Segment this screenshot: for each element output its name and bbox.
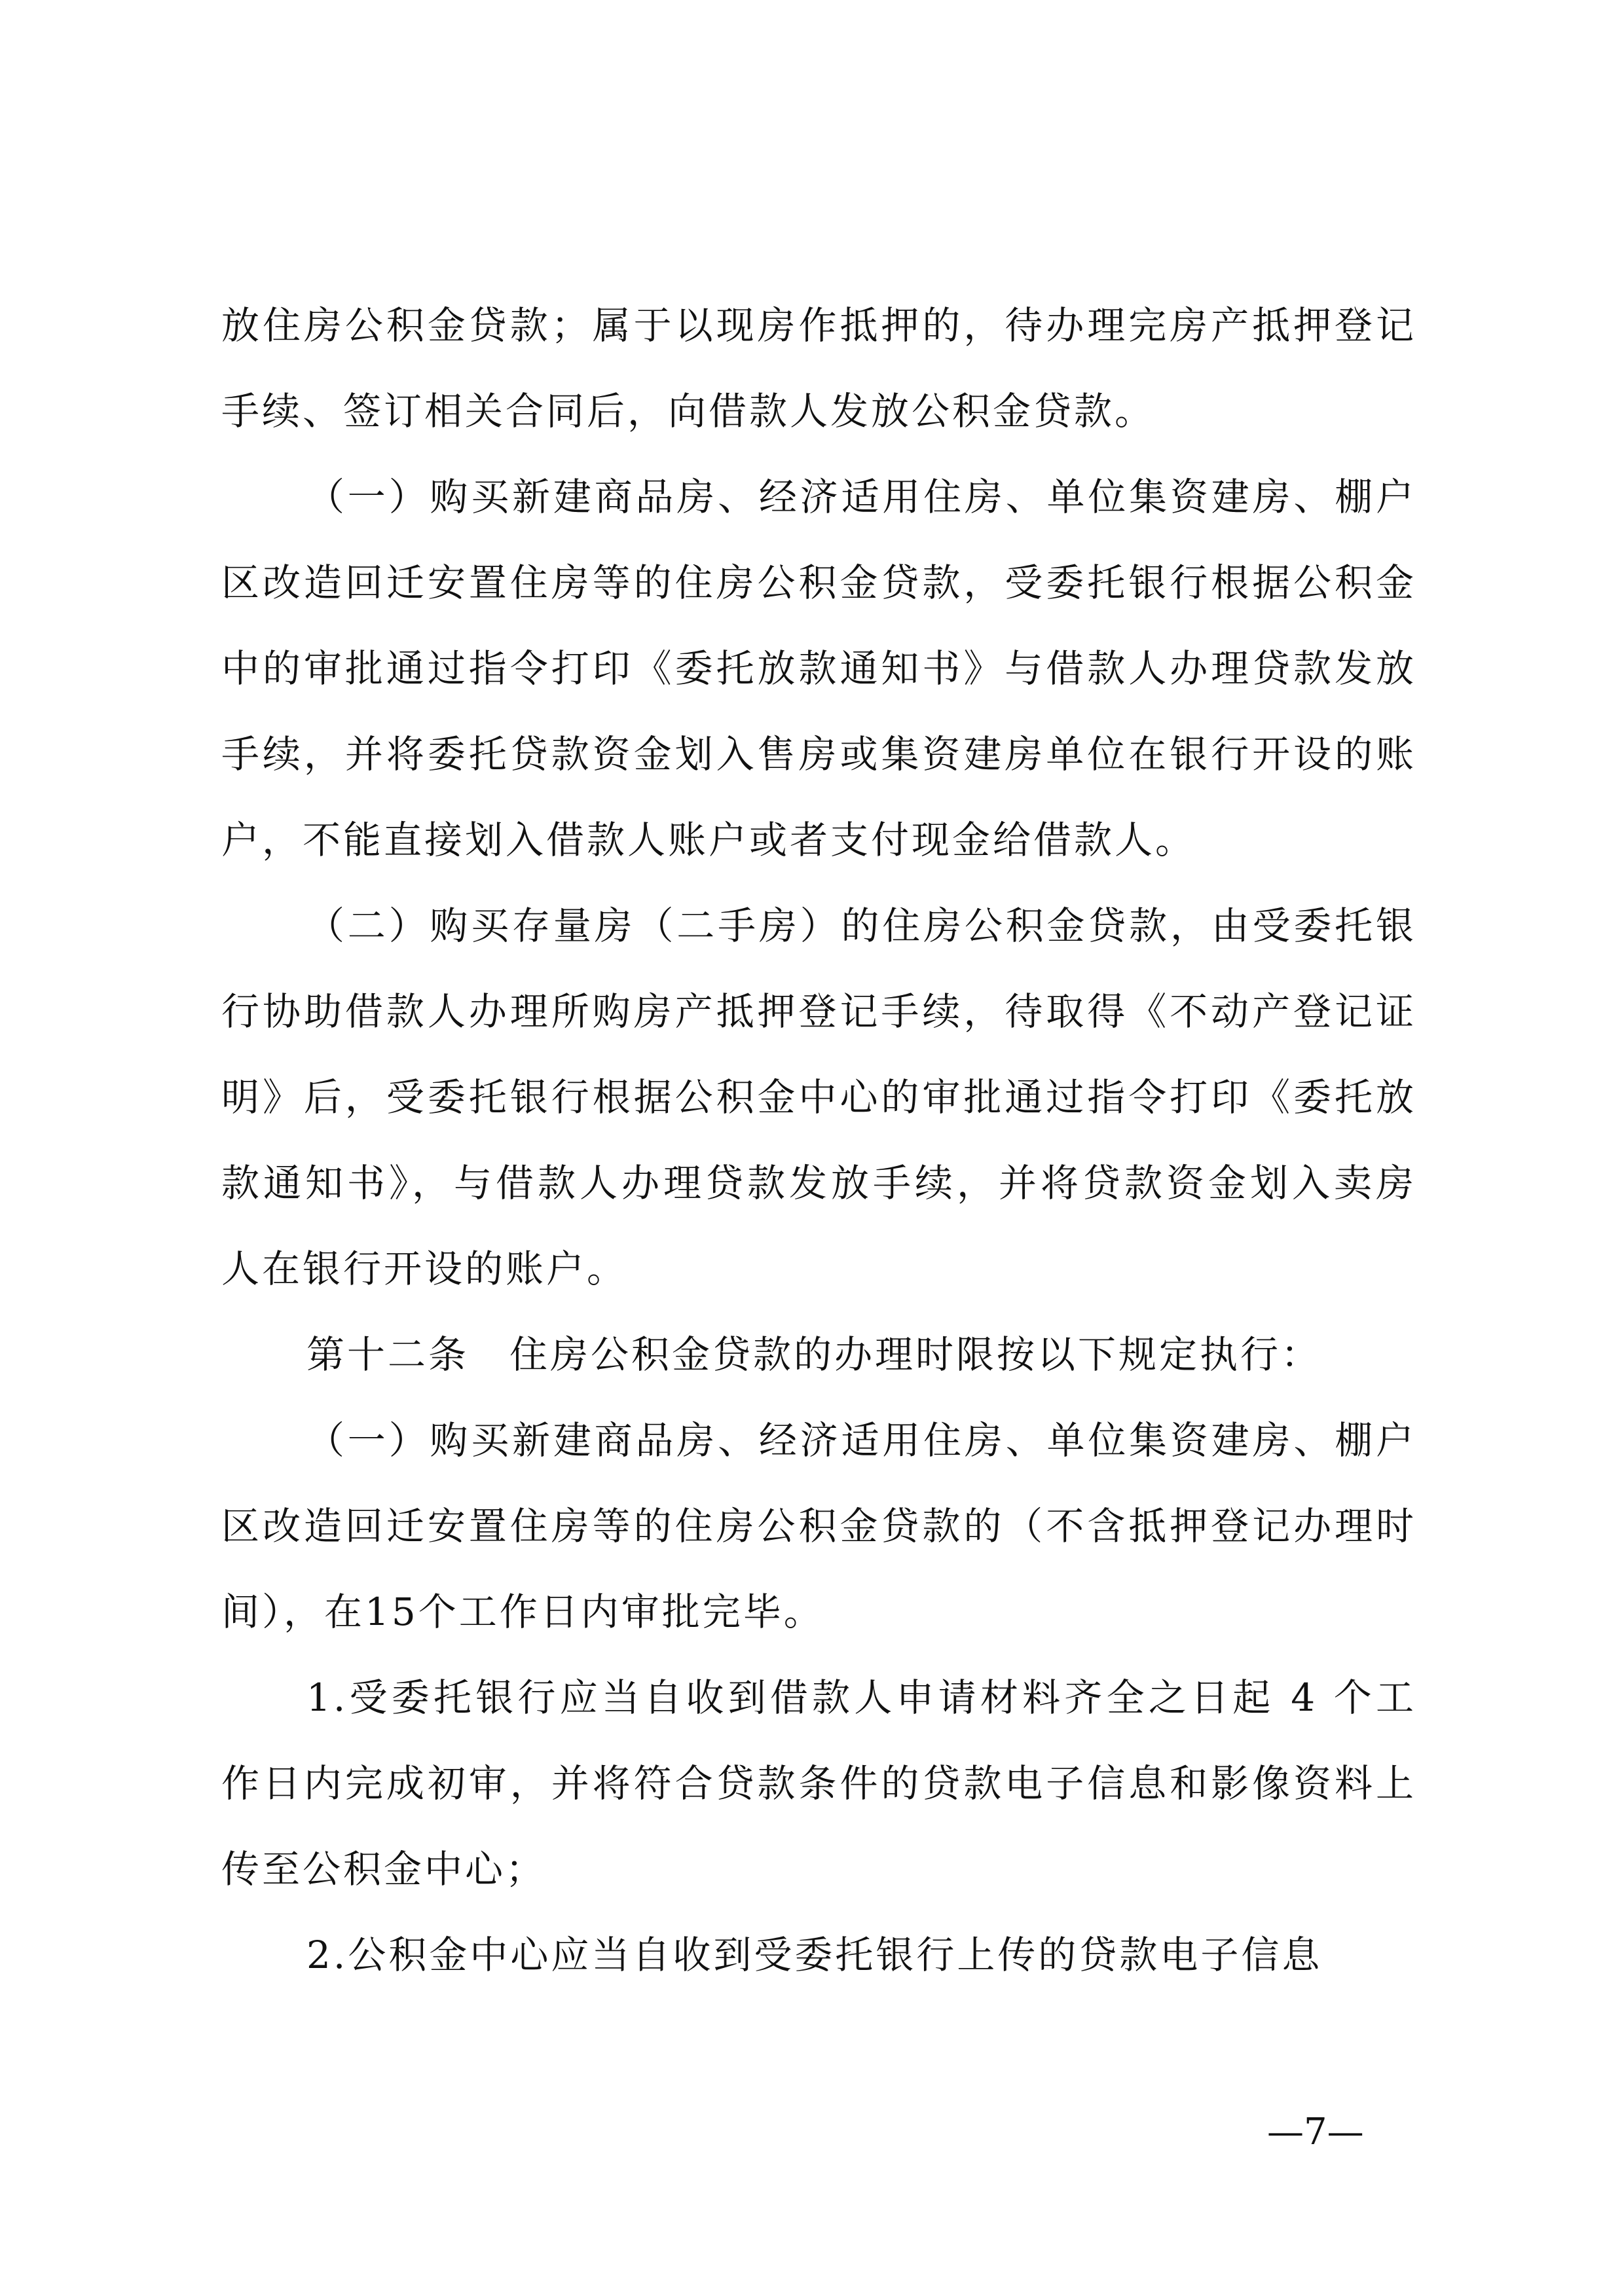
paragraph-second-hand-housing-loan-release: （二）购买存量房（二手房）的住房公积金贷款，由受委托银行协助借款人办理所购房产抵押登记手续，待取得《不动产登记证明》后，受委托银行根据公积金中心的审批通过指令打印《委托放款通知书》，与借款人办理贷款发放手续，并将贷款资金划入卖房人在银行开设的账户。: [221, 903, 1416, 1291]
page-number: —7—: [1267, 2111, 1364, 2153]
paragraph-processing-time-limit: （一）购买新建商品房、经济适用住房、单位集资建房、棚户区改造回迁安置住房等的住房公积金贷款的（不含抵押登记办理时间），在15个工作日内审批完毕。: [221, 1418, 1416, 1634]
article-twelve-heading: 第十二条 住房公积金贷款的办理时限按以下规定执行：: [306, 1332, 1322, 1377]
paragraph-bank-initial-review: 1.受委托银行应当自收到借款人申请材料齐全之日起 4 个工作日内完成初审，并将符合贷款条件的贷款电子信息和影像资料上传至公积金中心；: [221, 1675, 1416, 1891]
paragraph-continuation: 放住房公积金贷款；属于以现房作抵押的，待办理完房产抵押登记手续、签订相关合同后，向借款人发放公积金贷款。: [221, 303, 1416, 433]
paragraph-fund-center-review: 2.公积金中心应当自收到受委托银行上传的贷款电子信息: [306, 1933, 1323, 1977]
paragraph-new-housing-loan-release: （一）购买新建商品房、经济适用住房、单位集资建房、棚户区改造回迁安置住房等的住房公积金贷款，受委托银行根据公积金中的审批通过指令打印《委托放款通知书》与借款人办理贷款发放手续，并将委托贷款资金划入售房或集资建房单位在银行开设的账户，不能直接划入借款人账户或者支付现金给借款人。: [221, 475, 1416, 862]
document-body: [221, 283, 1416, 1998]
